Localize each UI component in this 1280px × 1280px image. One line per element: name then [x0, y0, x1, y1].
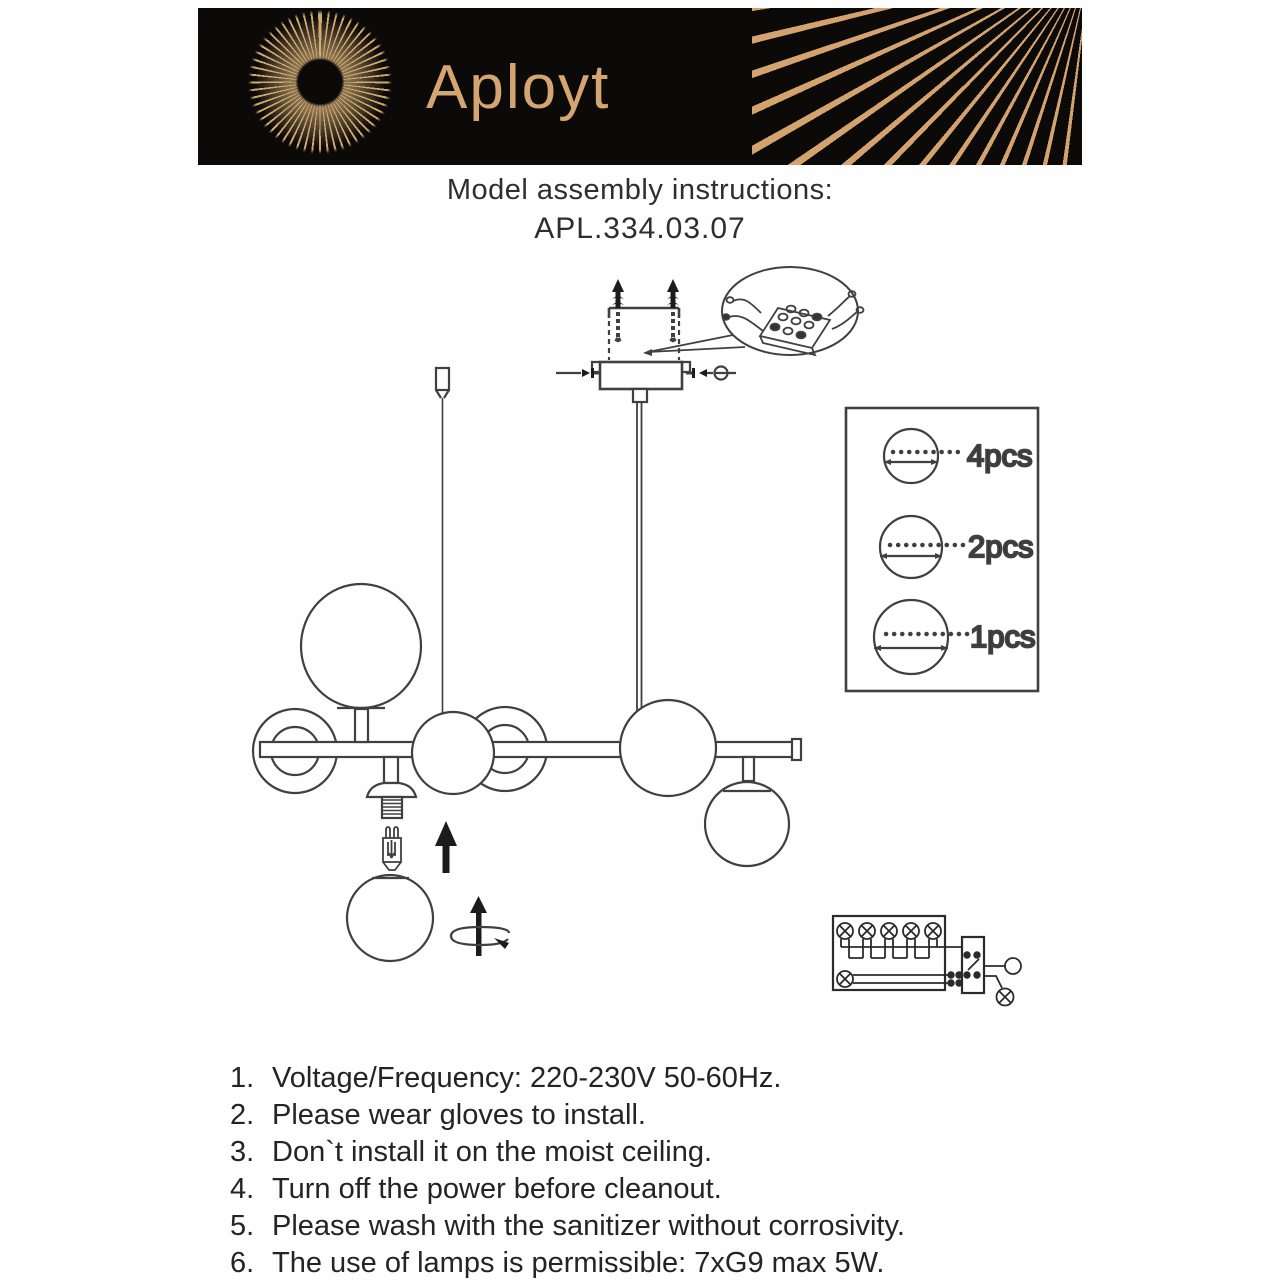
instruction-text: Turn off the power before cleanout. — [272, 1173, 722, 1205]
chandelier-diagram — [253, 584, 801, 866]
instruction-item — [230, 1134, 1100, 1171]
insert-arrow-icon — [435, 821, 457, 873]
g9-bulb-icon — [383, 827, 401, 870]
fixture-bar — [260, 742, 800, 757]
instruction-number: 4. — [230, 1173, 255, 1205]
instruction-list — [230, 1060, 1100, 1280]
model-number: APL.334.03.07 — [534, 212, 746, 245]
suspension-rod — [637, 402, 642, 718]
instruction-number: 3. — [230, 1136, 255, 1168]
parts-box — [846, 408, 1038, 691]
instruction-number: 5. — [230, 1210, 255, 1242]
instruction-item — [230, 1208, 1100, 1245]
terminal-block-callout — [643, 267, 864, 356]
rotate-arrow-icon — [451, 896, 509, 956]
instruction-text: The use of lamps is permissible: 7xG9 max 5W. — [272, 1247, 885, 1279]
instruction-number: 1. — [230, 1062, 255, 1094]
instruction-text: Voltage/Frequency: 220-230V 50-60Hz. — [272, 1062, 782, 1094]
parts-qty-label: 2pcs — [968, 529, 1034, 564]
instruction-item — [230, 1171, 1100, 1208]
wiring-schematic — [833, 916, 1021, 1006]
globe-top-left — [301, 584, 421, 708]
brand-name: Aployt — [426, 53, 611, 122]
globe-detail — [347, 875, 433, 961]
parts-qty-label: 4pcs — [967, 438, 1033, 473]
instruction-text: Please wear gloves to install. — [272, 1099, 646, 1131]
instruction-number: 2. — [230, 1099, 255, 1131]
side-screw-right-icon — [686, 367, 736, 380]
suspension-wire — [436, 368, 449, 713]
globe-middle — [412, 712, 494, 794]
instruction-number: 6. — [230, 1247, 255, 1279]
instruction-item — [230, 1097, 1100, 1134]
page-title: Model assembly instructions: — [446, 174, 834, 206]
socket-and-bulb-detail — [347, 757, 509, 961]
globe-right — [620, 700, 716, 796]
ceiling-screw-icon — [612, 279, 679, 308]
instruction-text: Don`t install it on the moist ceiling. — [272, 1136, 713, 1168]
globe-bottom-right — [705, 782, 789, 866]
side-screw-left-icon — [556, 368, 599, 378]
instruction-item — [230, 1060, 1100, 1097]
parts-qty-label: 1pcs — [970, 619, 1036, 654]
instruction-text: Please wash with the sanitizer without corrosivity. — [272, 1210, 905, 1242]
instruction-item — [230, 1245, 1100, 1280]
